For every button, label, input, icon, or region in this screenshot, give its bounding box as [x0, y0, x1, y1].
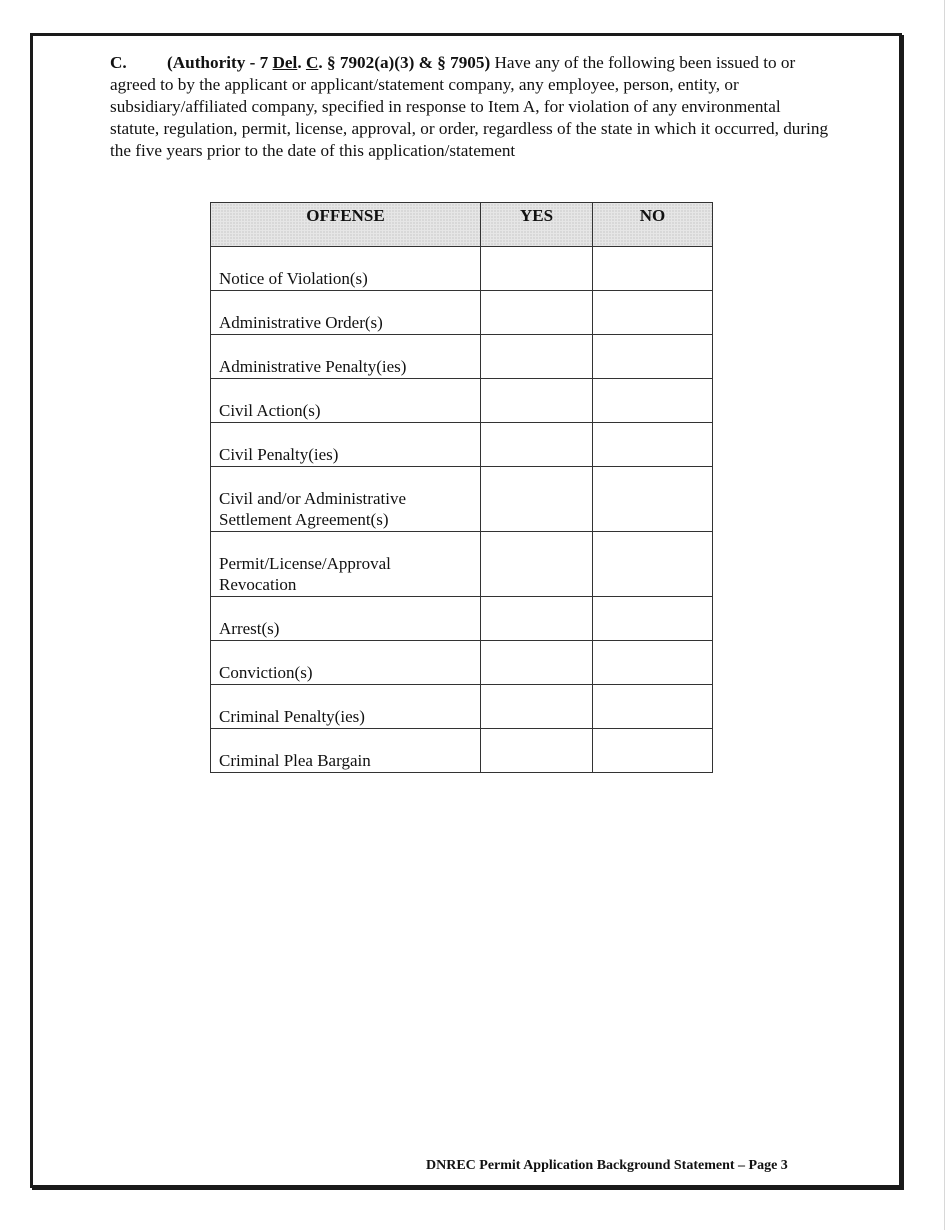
no-checkbox[interactable]	[593, 685, 713, 729]
yes-checkbox[interactable]	[481, 335, 593, 379]
no-checkbox[interactable]	[593, 247, 713, 291]
offense-label: Conviction(s)	[211, 641, 481, 685]
header-yes: YES	[481, 203, 593, 247]
table-row	[211, 532, 713, 597]
no-checkbox[interactable]	[593, 379, 713, 423]
authority-citation: (Authority - 7 Del. C. § 7902(a)(3) & § 7905)	[167, 53, 491, 72]
yes-checkbox[interactable]	[481, 379, 593, 423]
scan-edge-line	[944, 0, 945, 1230]
yes-checkbox[interactable]	[481, 467, 593, 532]
offense-label: Civil and/or Administrative Settlement Agreement(s)	[211, 467, 481, 532]
offense-label: Civil Penalty(ies)	[211, 423, 481, 467]
table-row	[211, 685, 713, 729]
table-row	[211, 597, 713, 641]
authority-c: C	[305, 53, 319, 72]
item-c-question	[110, 52, 830, 162]
authority-del: Del	[272, 53, 298, 72]
header-offense: OFFENSE	[211, 203, 481, 247]
page-footer: DNREC Permit Application Background Statement – Page 3	[426, 1158, 788, 1173]
header-no: NO	[593, 203, 713, 247]
offense-table	[210, 202, 713, 773]
offense-label: Arrest(s)	[211, 597, 481, 641]
authority-rest: § 7902(a)(3) & § 7905)	[322, 53, 491, 72]
table-row	[211, 467, 713, 532]
table-row	[211, 247, 713, 291]
table-row	[211, 423, 713, 467]
offense-label: Administrative Penalty(ies)	[211, 335, 481, 379]
offense-table-header	[211, 203, 713, 247]
authority-prefix: (Authority - 7	[167, 53, 273, 72]
offense-label: Permit/License/Approval Revocation	[211, 532, 481, 597]
yes-checkbox[interactable]	[481, 423, 593, 467]
yes-checkbox[interactable]	[481, 291, 593, 335]
table-row	[211, 729, 713, 773]
offense-label: Notice of Violation(s)	[211, 247, 481, 291]
yes-checkbox[interactable]	[481, 247, 593, 291]
yes-checkbox[interactable]	[481, 685, 593, 729]
table-row	[211, 641, 713, 685]
no-checkbox[interactable]	[593, 335, 713, 379]
no-checkbox[interactable]	[593, 532, 713, 597]
yes-checkbox[interactable]	[481, 532, 593, 597]
table-row	[211, 379, 713, 423]
table-row	[211, 291, 713, 335]
offense-label: Administrative Order(s)	[211, 291, 481, 335]
no-checkbox[interactable]	[593, 597, 713, 641]
yes-checkbox[interactable]	[481, 729, 593, 773]
no-checkbox[interactable]	[593, 641, 713, 685]
offense-label: Criminal Penalty(ies)	[211, 685, 481, 729]
question-text: Have any of the following been issued to or agreed to by the applicant or applicant/statement company, any employee, person, entity, or subsidiary/affiliated company, specified in response to Item A, for violation of any environmental statute, regulation, permit, license, approval, or order, regardless of the state in which it occurred, during the five years prior to the date of this application/statement	[110, 53, 829, 160]
offense-label: Criminal Plea Bargain	[211, 729, 481, 773]
item-letter: C.	[110, 53, 127, 72]
offense-label: Civil Action(s)	[211, 379, 481, 423]
no-checkbox[interactable]	[593, 467, 713, 532]
no-checkbox[interactable]	[593, 291, 713, 335]
yes-checkbox[interactable]	[481, 597, 593, 641]
no-checkbox[interactable]	[593, 729, 713, 773]
no-checkbox[interactable]	[593, 423, 713, 467]
table-row	[211, 335, 713, 379]
yes-checkbox[interactable]	[481, 641, 593, 685]
